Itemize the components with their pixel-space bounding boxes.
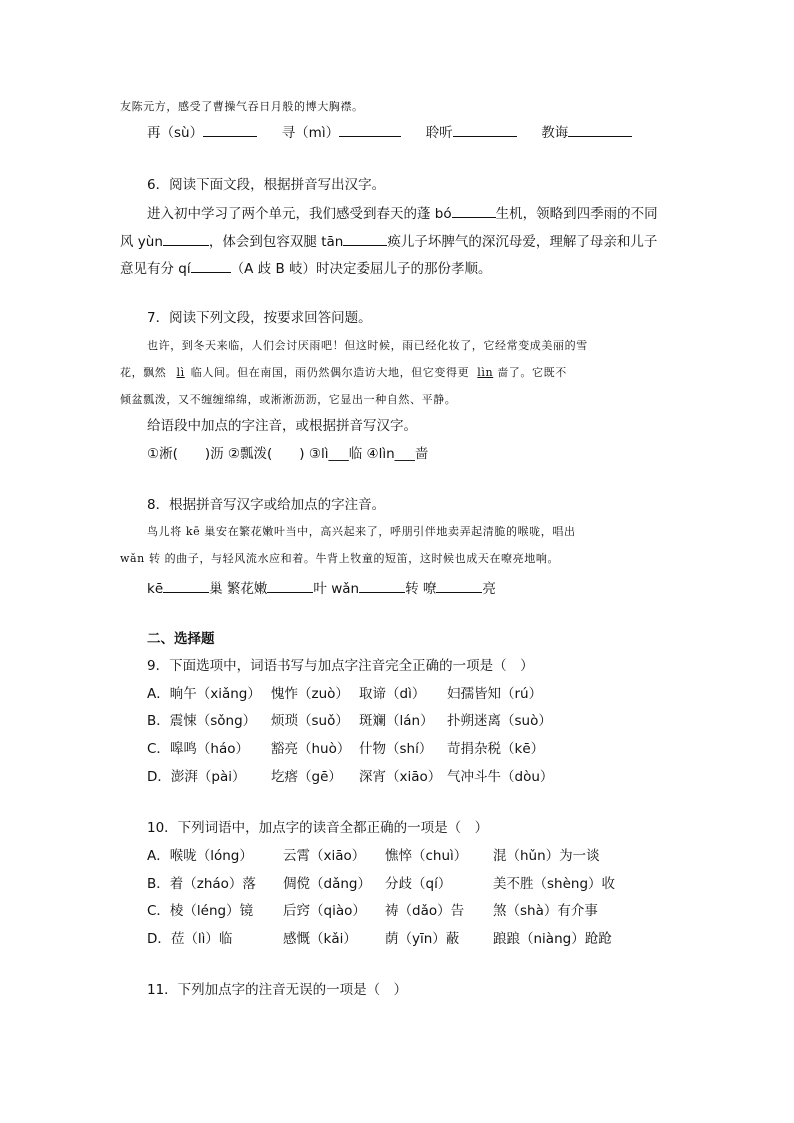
q7-passage-line-1: 也许，到冬天来临，人们会讨厌雨吧！但这时候，雨已经化妆了，它经常变成美丽的雪	[147, 339, 588, 352]
q7-pinyin-lin: lìn	[477, 366, 494, 379]
q5-item-4: 教诲	[541, 125, 569, 141]
q5-passage-line: 友陈元方，感受了曹操气吞日月般的博大胸襟。	[120, 100, 364, 113]
q10-d-1: D．莅（lì）临	[147, 931, 233, 947]
q10-d-2: 感慨（kǎi）	[283, 931, 357, 947]
q10-d-4: 踉踉（niàng）跄跄	[493, 931, 612, 947]
q9-option-c[interactable]	[147, 739, 544, 759]
q8-text: 亮	[482, 581, 496, 597]
q7-sub-items: ①淅( )沥 ②瓢泼( ) ③lì___临 ④lìn___啬	[147, 446, 429, 462]
q10-a-1: A．喉咙（lóng）	[147, 848, 253, 864]
q9-a-1: A．晌午（xiǎng）	[147, 686, 261, 702]
q9-b-2: 烦琐（suǒ）	[271, 713, 349, 729]
q9-c-1: C．嗥鸣（háo）	[147, 741, 250, 757]
q8-text: kē	[147, 581, 164, 597]
q9-c-4: 苛捐杂税（kē）	[447, 741, 545, 757]
q9-option-b[interactable]	[147, 711, 552, 731]
q8-blanks-row	[147, 578, 496, 599]
q10-option-c[interactable]	[147, 901, 598, 921]
q8-blank-liao[interactable]	[436, 578, 482, 593]
q9-d-1: D．澎湃（pài）	[147, 769, 246, 785]
q9-a-2: 愧怍（zuò）	[271, 686, 349, 702]
q6-title: 6．阅读下面文段，根据拼音写出汉字。	[147, 177, 386, 193]
q9-c-3: 什物（shí）	[359, 741, 433, 757]
q6-text-line-3	[120, 258, 492, 279]
q9-c-2: 豁亮（huò）	[271, 741, 351, 757]
q5-blank-2[interactable]	[339, 122, 401, 137]
q6-text: 生机，领略到四季雨的不同	[495, 206, 658, 222]
q6-text-line-1	[147, 203, 658, 224]
q9-option-a[interactable]	[147, 684, 542, 704]
q9-title: 9．下面选项中，词语书写与加点字注音完全正确的一项是（ ）	[147, 658, 534, 674]
q6-text: （A 歧 B 岐）时决定委屈儿子的那份孝顺。	[230, 261, 492, 277]
section-heading: 二、选择题	[147, 631, 215, 647]
q5-blank-4[interactable]	[568, 122, 632, 137]
q6-text: 风 yùn	[120, 234, 163, 250]
q10-option-b[interactable]	[147, 874, 615, 894]
q10-b-1: B．着（zháo）落	[147, 876, 256, 892]
q8-text: 巢 繁花嫩	[209, 581, 268, 597]
q10-b-2: 倜傥（dǎng）	[283, 876, 371, 892]
q5-item-3: 聆听	[425, 125, 453, 141]
q5-blank-1[interactable]	[203, 122, 257, 137]
q8-title: 8．根据拼音写汉字或给加点的字注音。	[147, 497, 386, 513]
q7-text: 临人间。但在南国，雨仍然偶尔造访大地，但它变得更	[190, 366, 470, 379]
q10-c-2: 后窍（qiào）	[283, 903, 366, 919]
q10-c-4: 煞（shà）有介事	[493, 903, 598, 919]
q10-a-3: 憔悴（chuì）	[385, 848, 468, 864]
q10-c-1: C．棱（léng）镜	[147, 903, 254, 919]
q10-a-4: 混（hǔn）为一谈	[493, 848, 600, 864]
q7-pinyin-li: lì	[176, 366, 185, 379]
q5-item-1: 再（sù）	[147, 125, 204, 141]
q9-option-d[interactable]	[147, 767, 553, 787]
q8-passage-line-1: 鸟儿将 kē 巢安在繁花嫩叶当中，高兴起来了，呼朋引伴地卖弄起清脆的喉咙，唱出	[147, 525, 576, 538]
q6-blank-bo[interactable]	[452, 203, 496, 218]
q10-b-3: 分歧（qí）	[385, 876, 452, 892]
q7-passage-line-2	[120, 363, 567, 383]
q10-option-d[interactable]	[147, 929, 612, 949]
q5-blank-3[interactable]	[453, 122, 517, 137]
q6-blank-yun[interactable]	[163, 231, 209, 246]
q8-text: 叶 wǎn	[313, 581, 360, 597]
q10-c-3: 祷（dǎo）告	[385, 903, 465, 919]
q9-b-3: 斑斓（lán）	[359, 713, 434, 729]
q8-blank-wan[interactable]	[359, 578, 405, 593]
q7-text: 啬了。它既不	[497, 366, 567, 379]
q10-title: 10．下列词语中，加点字的读音全都正确的一项是（ ）	[147, 820, 489, 836]
q10-d-3: 荫（yīn）蔽	[385, 931, 460, 947]
q8-blank-nen[interactable]	[267, 578, 313, 593]
q8-passage-line-2: wǎn 转 的曲子，与轻风流水应和着。牛背上牧童的短笛，这时候也成天在嘹亮地响。	[120, 552, 560, 565]
q9-d-2: 圪瘩（gē）	[271, 769, 342, 785]
q10-a-2: 云霄（xiāo）	[283, 848, 366, 864]
q9-d-4: 气冲斗牛（dòu）	[447, 769, 554, 785]
q9-b-1: B．震悚（sǒng）	[147, 713, 257, 729]
q7-passage-line-3: 倾盆瓢泼，又不缠缠绵绵，或淅淅沥沥，它显出一种自然、平静。	[120, 393, 457, 406]
q9-d-3: 深宵（xiāo）	[359, 769, 442, 785]
q5-blanks-row	[147, 122, 632, 143]
q10-b-4: 美不胜（shèng）收	[493, 876, 616, 892]
q8-blank-ke[interactable]	[163, 578, 209, 593]
q6-text: 进入初中学习了两个单元，我们感受到春天的蓬 bó	[147, 206, 452, 222]
q9-b-4: 扑朔迷离（suò）	[447, 713, 552, 729]
q8-text: 转 嘹	[405, 581, 437, 597]
q6-text: 意见有分 qí	[120, 261, 191, 277]
q5-item-2: 寻（mì）	[281, 125, 340, 141]
q11-title: 11．下列加点字的注音无误的一项是（ ）	[147, 982, 408, 998]
q9-a-3: 取谛（dì）	[359, 686, 426, 702]
q6-text-line-2	[120, 231, 657, 252]
q7-title: 7．阅读下列文段，按要求回答问题。	[147, 310, 372, 326]
q9-a-4: 妇孺皆知（rú）	[447, 686, 543, 702]
q6-blank-tan[interactable]	[343, 231, 387, 246]
q7-text: 花，飘然	[120, 366, 167, 379]
q7-instruction: 给语段中加点的字注音，或根据拼音写汉字。	[147, 418, 417, 434]
q6-text: 痪儿子坏脾气的深沉母爱，理解了母亲和儿子	[387, 234, 658, 250]
q6-text: ，体会到包容双腿 tān	[208, 234, 344, 250]
q10-option-a[interactable]	[147, 846, 600, 866]
q6-blank-qi[interactable]	[191, 258, 231, 273]
